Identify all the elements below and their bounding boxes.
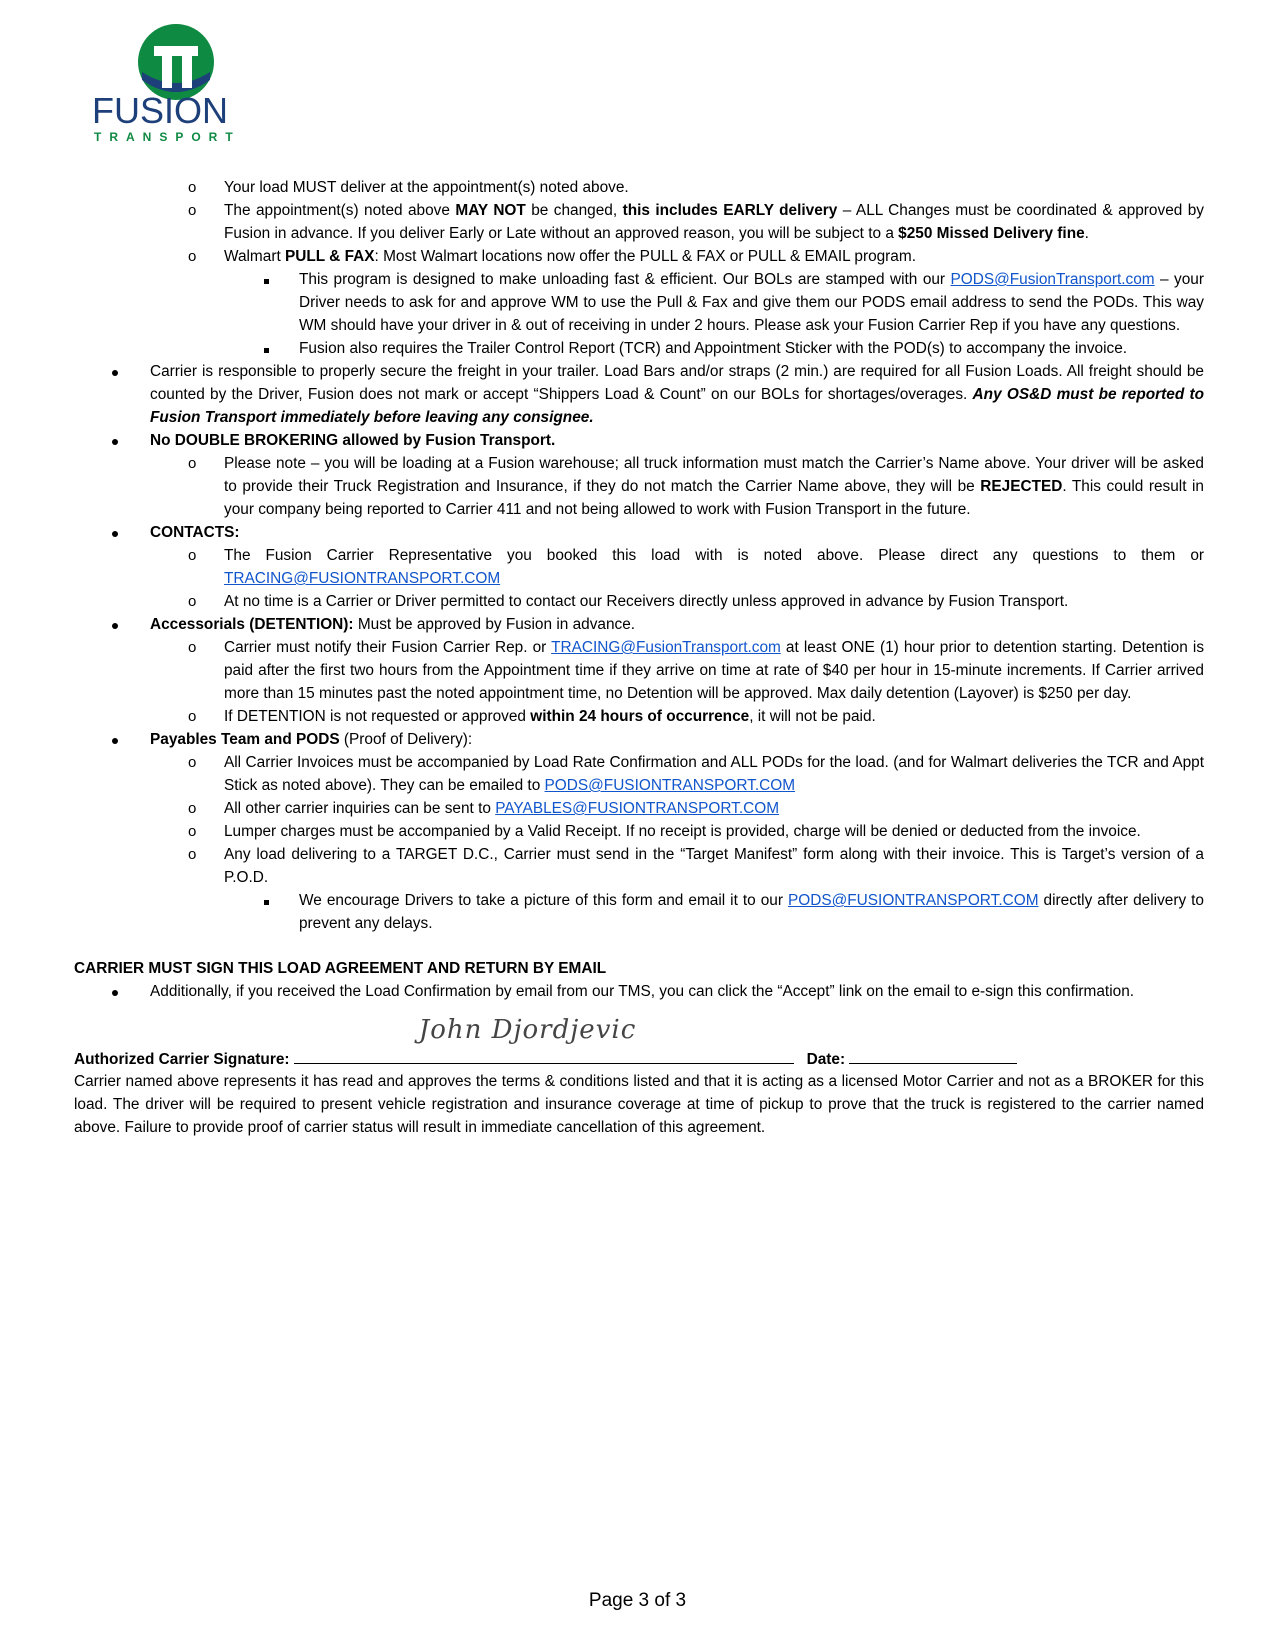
bullet-marker: o [188,202,197,219]
bullet-marker [112,360,118,383]
item-text: PULL & FAX [285,248,375,265]
bullet-marker: o [188,179,197,196]
item-text: CONTACTS: [150,524,240,541]
list-item [74,636,1204,705]
list-item [74,521,1204,544]
list-item [74,544,1204,590]
bullet-marker [264,337,269,360]
logo-mark-icon [92,20,272,146]
item-text: directly after delivery to prevent any delays. [299,892,1204,932]
list-item [74,176,1204,199]
item-text: . [1084,225,1089,242]
item-text: , it will not be paid. [749,708,876,725]
email-link[interactable]: PODS@FusionTransport.com [950,271,1155,288]
signature-field[interactable] [294,1015,794,1064]
signature-row [74,1015,1204,1070]
sign-heading: CARRIER MUST SIGN THIS LOAD AGREEMENT AND RETURN BY EMAIL [74,960,607,977]
item-text: All other carrier inquiries can be sent to [224,800,496,817]
list-item [74,590,1204,613]
carrier-statement: Carrier named above represents it has read and approves the terms & conditions listed and that it is acting as a licensed Motor Carrier and not as a BROKER for this load. The driver will be required to present vehicle registration and insurance coverage at time of pickup to prove that the truck is registered to the carrier named above. Failure to provide proof of carrier status will result in immediate cancellation of this agreement. [74,1073,1204,1136]
email-link[interactable]: TRACING@FUSIONTRANSPORT.COM [224,570,501,587]
email-link[interactable]: TRACING@FusionTransport.com [551,639,781,656]
item-text: Accessorials (DETENTION): [150,616,354,633]
list-item [74,245,1204,268]
item-text: MAY NOT [455,202,526,219]
list-item [74,199,1204,245]
list-item [74,268,1204,337]
item-text: This program is designed to make unloading fast & efficient. Our BOLs are stamped with our [299,271,951,288]
item-text: Your load MUST deliver at the appointment(s) noted above. [224,179,629,196]
logo-word: FUSION [92,90,229,131]
bullet-marker: o [188,639,197,656]
item-text: Carrier must notify their Fusion Carrier Rep. or [224,639,552,656]
list-item [74,360,1204,429]
item-text: Please note – you will be loading at a Fusion warehouse; all truck information must match the Carrier’s Name above. Your driver will be asked to provide their Truck Registration and Insurance, if they do not match the Carrier Name above, they will be [224,455,1204,495]
bullet-marker: o [188,455,197,472]
list-item [74,429,1204,452]
bullet-marker: o [188,248,197,265]
item-text: $250 Missed Delivery fine [898,225,1085,242]
bullet-marker: o [188,547,197,564]
logo-sub: TRANSPORT [94,130,241,144]
bullet-marker: o [188,754,197,771]
item-text: Walmart [224,248,285,265]
signature-label: Authorized Carrier Signature: [74,1051,294,1068]
bullet-marker: o [188,593,197,610]
item-text: – ALL Changes must be coordinated & approved by Fusion in advance. If you deliver Early or Late without an approved reason, you will be subject to a [224,202,1205,242]
item-text: be changed, [525,202,623,219]
bullet-marker: o [188,846,197,863]
item-text: REJECTED [980,478,1063,495]
item-text: within 24 hours of occurrence [530,708,750,725]
item-text: The Fusion Carrier Representative you booked this load with is noted above. Please direct any questions to them or [224,547,1204,564]
sign-note-text: Additionally, if you received the Load Confirmation by email from our TMS, you can click the “Accept” link on the email to e-sign this confirmation. [150,983,1135,1000]
item-text: At no time is a Carrier or Driver permitted to contact our Receivers directly unless approved in advance by Fusion Transport. [224,593,1069,610]
email-link[interactable]: PODS@FUSIONTRANSPORT.COM [788,892,1039,909]
list-item [74,705,1204,728]
list-item [74,452,1204,521]
item-text: Fusion also requires the Trailer Control Report (TCR) and Appointment Sticker with the POD(s) to accompany the invoice. [299,340,1128,357]
signed-name: John Djordjevic [418,1015,637,1045]
item-text: We encourage Drivers to take a picture of this form and email it to our [299,892,789,909]
list-item [74,889,1204,935]
item-text: at least ONE (1) hour prior to detention starting. Detention is paid after the first two hours from the Appointment time if they arrive on time at rate of $40 per hour in 15-minute increments. If Carrier arrived more than 15 minutes past the noted appointment time, no Detention will be approved. Max daily detention (Layover) is $250 per day. [224,639,1205,702]
email-link[interactable]: PAYABLES@FUSIONTRANSPORT.COM [495,800,780,817]
item-text: Carrier is responsible to properly secure the freight in your trailer. Load Bars and/or straps (2 min.) are required for all Fusion Loads. All freight should be counted by the Driver, Fusion does not mark or accept “Shippers Load & Count” on our BOLs for shortages/overages. [150,363,1204,403]
terms-body [74,176,1204,1139]
bullet-marker [112,613,118,636]
list-item [74,797,1204,820]
item-text: . This could result in your company being reported to Carrier 411 and not being allowed to work with Fusion Transport in the future. [224,478,1204,518]
bullet-marker [112,728,118,751]
bullet-marker [112,521,118,544]
fusion-transport-logo [92,20,272,146]
bullet-marker: o [188,800,197,817]
item-text: No DOUBLE BROKERING allowed by Fusion Transport. [150,432,556,449]
item-text: All Carrier Invoices must be accompanied by Load Rate Confirmation and ALL PODs for the load. (and for Walmart deliveries the TCR and Appt Stick as noted above). They can be emailed to [224,754,1204,794]
bullet-marker: o [188,708,197,725]
email-link[interactable]: PODS@FUSIONTRANSPORT.COM [544,777,796,794]
list-item [74,337,1204,360]
date-field[interactable] [849,1047,1017,1064]
item-text: Must be approved by Fusion in advance. [353,616,636,633]
list-item [74,843,1204,889]
list-item [74,613,1204,636]
item-text: Payables Team and PODS [150,731,340,748]
list-item [74,751,1204,797]
bullet-marker [264,268,269,291]
page-number: Page 3 of 3 [588,1590,687,1611]
item-text: Any load delivering to a TARGET D.C., Carrier must send in the “Target Manifest” form along with their invoice. This is Target’s version of a P.O.D. [224,846,1204,886]
bullet-marker [264,889,269,912]
date-label: Date: [806,1051,850,1068]
bullet-marker [112,980,118,1003]
item-text: Lumper charges must be accompanied by a Valid Receipt. If no receipt is provided, charge will be denied or deducted from the invoice. [224,823,1141,840]
terms-list [74,176,1204,935]
item-text: this includes EARLY delivery [622,202,838,219]
item-text: Any OS&D must be reported to Fusion Transport immediately before leaving any consignee. [150,386,1204,426]
item-text: : Most Walmart locations now offer the PULL & FAX or PULL & EMAIL program. [374,248,916,265]
item-text: If DETENTION is not requested or approved [224,708,531,725]
bullet-marker: o [188,823,197,840]
bullet-marker [112,429,118,452]
item-text: – your Driver needs to ask for and approve WM to use the Pull & Fax and give them our PODS email address to send the PODs. This way WM should have your driver in & out of receiving in under 2 hours. Please ask your Fusion Carrier Rep if you have any questions. [299,271,1204,334]
item-text: The appointment(s) noted above [224,202,456,219]
list-item [74,728,1204,751]
list-item [74,820,1204,843]
sign-note [74,980,1204,1003]
item-text: (Proof of Delivery): [339,731,473,748]
